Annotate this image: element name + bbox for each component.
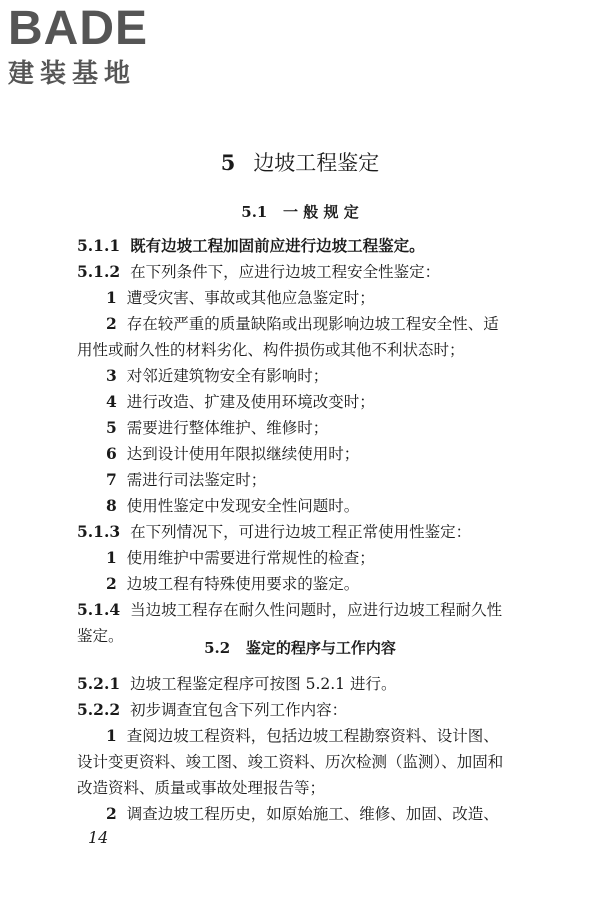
list-item xyxy=(106,392,375,412)
clause-text-cont: 鉴定。 xyxy=(77,627,124,645)
item-text: 边坡工程有特殊使用要求的鉴定。 xyxy=(126,575,360,593)
item-number: 2 xyxy=(106,804,117,823)
section-number: 5.1 xyxy=(241,203,268,221)
item-text: 遭受灾害、事故或其他应急鉴定时； xyxy=(126,289,375,307)
item-number: 2 xyxy=(106,314,117,333)
section-title-text: 鉴定的程序与工作内容 xyxy=(245,639,396,657)
item-number: 8 xyxy=(106,496,117,515)
chapter-title xyxy=(0,150,600,176)
item-text-cont: 设计变更资料、竣工图、竣工资料、历次检测（监测）、加固和 xyxy=(77,753,504,771)
section-title-5-2 xyxy=(0,638,600,658)
item-number: 2 xyxy=(106,574,117,593)
item-number: 6 xyxy=(106,444,117,463)
clause-number: 5.2.2 xyxy=(77,700,121,719)
list-item xyxy=(106,804,499,824)
list-item xyxy=(106,444,359,464)
item-number: 1 xyxy=(106,288,117,307)
clause-number: 5.2.1 xyxy=(77,674,121,693)
page-number: 14 xyxy=(88,828,109,847)
list-item-continuation xyxy=(77,778,325,798)
item-text: 需要进行整体维护、维修时； xyxy=(126,419,329,437)
list-item xyxy=(106,418,328,438)
item-text-cont: 用性或耐久性的材料劣化、构件损伤或其他不利状态时； xyxy=(77,341,465,359)
list-item xyxy=(106,726,499,746)
clause-5-1-4 xyxy=(77,600,502,620)
clause-text: 初步调查宜包含下列工作内容： xyxy=(130,701,348,719)
item-text: 使用性鉴定中发现安全性问题时。 xyxy=(126,497,360,515)
list-item-continuation xyxy=(77,340,465,360)
clause-text: 当边坡工程存在耐久性问题时，应进行边坡工程耐久性 xyxy=(130,601,503,619)
clause-text: 既有边坡工程加固前应进行边坡工程鉴定。 xyxy=(130,236,425,255)
item-number: 1 xyxy=(106,726,117,745)
clause-5-1-3 xyxy=(77,522,471,542)
section-title-5-1 xyxy=(0,202,600,222)
item-number: 1 xyxy=(106,548,117,567)
item-text: 调查边坡工程历史，如原始施工、维修、加固、改造、 xyxy=(126,805,499,823)
clause-5-2-2 xyxy=(77,700,347,720)
item-text: 达到设计使用年限拟继续使用时； xyxy=(126,445,360,463)
item-text: 需进行司法鉴定时； xyxy=(126,471,267,489)
item-text: 进行改造、扩建及使用环境改变时； xyxy=(126,393,375,411)
item-number: 3 xyxy=(106,366,117,385)
item-text: 存在较严重的质量缺陷或出现影响边坡工程安全性、适 xyxy=(126,315,499,333)
brand-logo xyxy=(8,4,148,90)
clause-5-2-1 xyxy=(77,674,396,694)
item-number: 7 xyxy=(106,470,117,489)
clause-text: 在下列情况下，可进行边坡工程正常使用性鉴定： xyxy=(130,523,472,541)
chapter-title-text: 边坡工程鉴定 xyxy=(253,151,380,175)
list-item xyxy=(106,366,328,386)
clause-number: 5.1.3 xyxy=(77,522,121,541)
item-text: 查阅边坡工程资料，包括边坡工程勘察资料、设计图、 xyxy=(126,727,499,745)
section-title-text: 一 般 规 定 xyxy=(283,203,359,221)
item-text: 对邻近建筑物安全有影响时； xyxy=(126,367,329,385)
logo-mark: BADE xyxy=(8,2,149,55)
list-item xyxy=(106,496,359,516)
list-item xyxy=(106,470,266,490)
item-number: 5 xyxy=(106,418,117,437)
clause-5-1-1 xyxy=(77,236,425,256)
logo-subtitle: 建装基地 xyxy=(8,59,137,89)
item-text-cont: 改造资料、质量或事故处理报告等； xyxy=(77,779,326,797)
clause-number: 5.1.2 xyxy=(77,262,121,281)
list-item xyxy=(106,574,359,594)
clause-5-1-2 xyxy=(77,262,440,282)
chapter-number: 5 xyxy=(220,150,236,175)
list-item xyxy=(106,548,375,568)
clause-number: 5.1.1 xyxy=(77,236,121,255)
item-number: 4 xyxy=(106,392,117,411)
list-item xyxy=(106,288,375,308)
list-item-continuation xyxy=(77,752,503,772)
list-item xyxy=(106,314,499,334)
item-text: 使用维护中需要进行常规性的检查； xyxy=(126,549,375,567)
clause-text: 在下列条件下，应进行边坡工程安全性鉴定： xyxy=(130,263,441,281)
clause-text: 边坡工程鉴定程序可按图 5.2.1 进行。 xyxy=(130,675,397,693)
clause-number: 5.1.4 xyxy=(77,600,121,619)
section-number: 5.2 xyxy=(204,639,231,657)
